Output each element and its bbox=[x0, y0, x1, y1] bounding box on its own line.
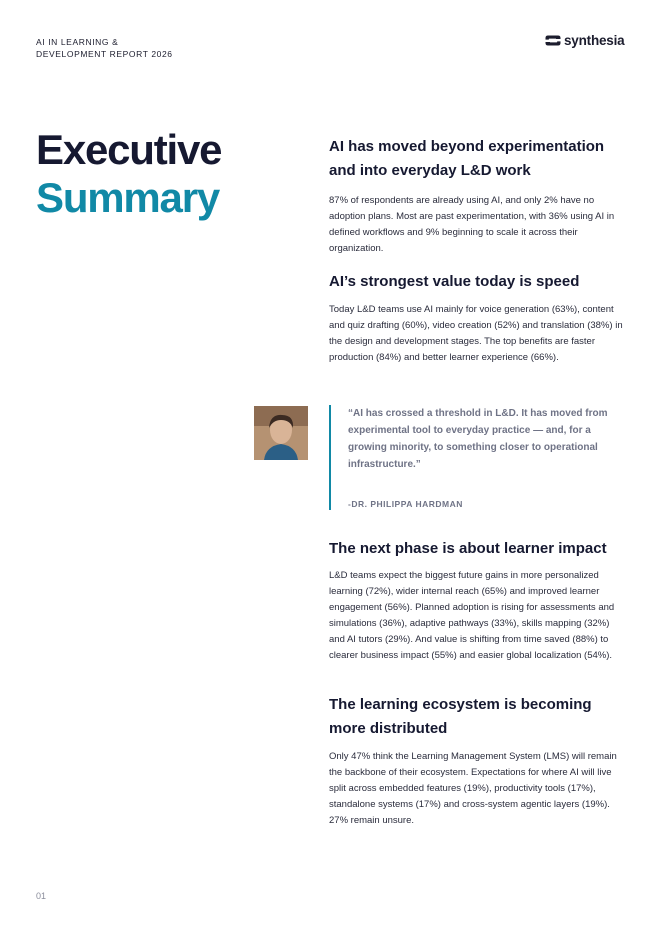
section-heading bbox=[329, 135, 625, 183]
pull-quote: “AI has crossed a threshold in L&D. It has moved from experimental tool to everyday practice — and, for a growing minority, to something closer to operational infrastructure.” bbox=[348, 408, 608, 470]
quote-author: -DR. PHILIPPA HARDMAN bbox=[348, 499, 463, 509]
section-heading: AI’s strongest value today is speed bbox=[329, 273, 580, 290]
quote-accent-bar bbox=[329, 405, 331, 510]
section-body: Only 47% think the Learning Management System (LMS) will remain the backbone of their ecosystem. Expectations for where AI will live split across embedded features (19%), productivity tools (17%), standalone systems (17%) and cross-system agentic layers (19%). 27% remain unsure. bbox=[329, 751, 617, 826]
section-heading-line2: and into everyday L&D work bbox=[329, 162, 531, 179]
quote-author-photo bbox=[254, 406, 308, 460]
report-label-line1: AI IN LEARNING & bbox=[36, 37, 119, 47]
page-title bbox=[36, 126, 221, 222]
section-heading bbox=[329, 693, 625, 741]
brand-name: synthesia bbox=[564, 33, 625, 48]
page-number: 01 bbox=[36, 891, 47, 901]
section-heading-line2: more distributed bbox=[329, 720, 448, 737]
section-learner-impact bbox=[329, 537, 625, 664]
page-title-line2: Summary bbox=[36, 174, 220, 221]
section-heading-line1: AI has moved beyond experimentation bbox=[329, 138, 605, 155]
section-body: L&D teams expect the biggest future gains in more personalized learning (72%), wider internal reach (65%) and improved learner engagement (56%). Planned adoption is rising for assessments and simulations (36%), adaptive pathways (33%), skills mapping (32%) and AI tutors (29%). And value is shifting from time saved (88%) to clearer business impact (55%) and easier global localization (54%). bbox=[329, 570, 615, 661]
section-ecosystem bbox=[329, 693, 625, 829]
section-body: Today L&D teams use AI mainly for voice generation (63%), content and quiz drafting (60%), video creation (52%) and translation (38%) in the design and development stages. The top benefits are faster production (84%) and better learner experience (66%). bbox=[329, 304, 623, 363]
page-title-line1: Executive bbox=[36, 126, 222, 173]
section-body: 87% of respondents are already using AI, and only 2% have no adoption plans. Most are past experimentation, with 36% using AI in defined workflows and 9% beginning to scale it across their organization. bbox=[329, 195, 615, 254]
report-label-line2: DEVELOPMENT REPORT 2026 bbox=[36, 49, 173, 59]
section-heading-line1: The learning ecosystem is becoming bbox=[329, 696, 592, 713]
section-speed bbox=[329, 270, 625, 366]
report-label bbox=[36, 36, 173, 60]
portrait-image bbox=[254, 406, 308, 460]
section-experimentation bbox=[329, 135, 625, 257]
synthesia-logo-icon bbox=[545, 35, 561, 46]
section-heading: The next phase is about learner impact bbox=[329, 540, 607, 557]
brand-logo[interactable] bbox=[545, 33, 624, 48]
